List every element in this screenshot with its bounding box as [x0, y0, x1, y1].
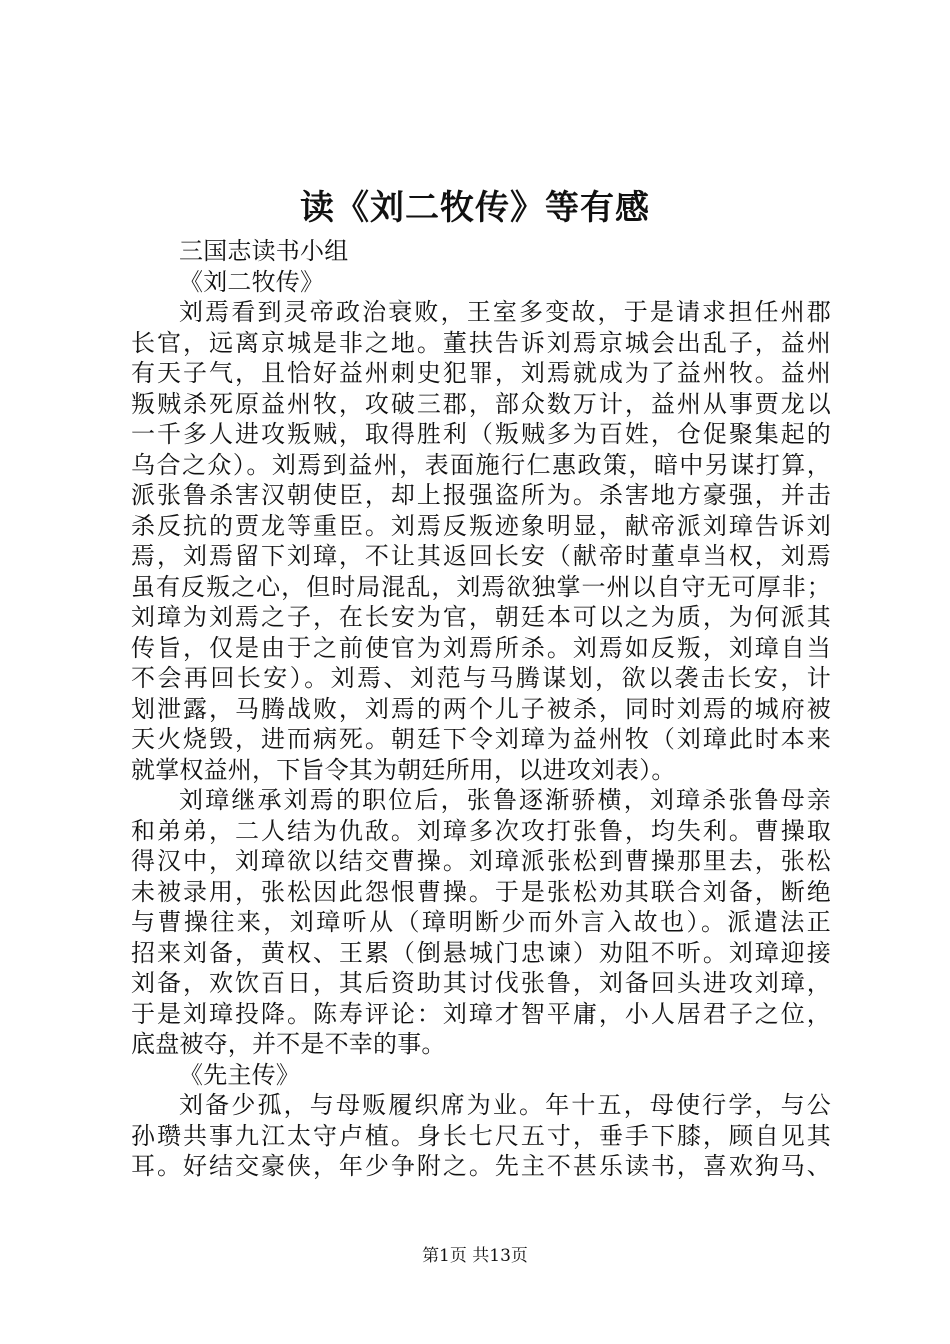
text-line: 刘焉看到灵帝政治衰败，王室多变故，于是请求担任州郡 [179, 298, 831, 326]
text-line: 就掌权益州，下旨令其为朝廷所用，以进攻刘表）。 [131, 755, 676, 784]
text-line: 派张鲁杀害汉朝使臣，却上报强盗所为。杀害地方豪强，并击 [131, 481, 831, 509]
text-line: 未被录用，张松因此怨恨曹操。于是张松劝其联合刘备，断绝 [131, 877, 831, 906]
text-line: 《刘二牧传》 [179, 267, 325, 296]
text-line: 天火烧毁，进而病死。朝廷下令刘璋为益州牧（刘璋此时本来 [131, 725, 831, 753]
text-line: 乌合之众）。刘焉到益州，表面施行仁惠政策，暗中另谋打算， [131, 450, 831, 479]
text-line: 耳。好结交豪侠，年少争附之。先主不甚乐读书，喜欢狗马、 [131, 1152, 831, 1180]
text-line: 底盘被夺，并不是不幸的事。 [131, 1030, 446, 1058]
text-line: 刘备，欢饮百日，其后资助其讨伐张鲁，刘备回头进攻刘璋， [131, 969, 831, 997]
document-title: 读《刘二牧传》等有感 [300, 188, 650, 228]
text-line: 长官，远离京城是非之地。董扶告诉刘焉京城会出乱子，益州 [131, 328, 831, 357]
text-line: 于是刘璋投降。陈寿评论：刘璋才智平庸，小人居君子之位， [131, 999, 831, 1028]
text-line: 得汉中，刘璋欲以结交曹操。刘璋派张松到曹操那里去，张松 [131, 847, 831, 875]
text-line: 一千多人进攻叛贼，取得胜利（叛贼多为百姓，仓促聚集起的 [131, 420, 831, 448]
text-line: 招来刘备，黄权、王累（倒悬城门忠谏）劝阻不听。刘璋迎接 [131, 938, 831, 967]
text-line: 孙瓒共事九江太守卢植。身长七尺五寸，垂手下膝，顾自见其 [131, 1121, 831, 1150]
text-line: 划泄露，马腾战败，刘焉的两个儿子被杀，同时刘焉的城府被 [131, 694, 831, 723]
text-line: 叛贼杀死原益州牧，攻破三郡，部众数万计，益州从事贾龙以 [131, 389, 831, 418]
text-line: 杀反抗的贾龙等重臣。刘焉反叛迹象明显，献帝派刘璋告诉刘 [131, 511, 831, 540]
text-line: 刘璋为刘焉之子，在长安为官，朝廷本可以之为质，为何派其 [131, 603, 831, 631]
text-line: 与曹操往来，刘璋听从（璋明断少而外言入故也）。派遣法正 [131, 908, 831, 936]
text-line: 刘璋继承刘焉的职位后，张鲁逐渐骄横，刘璋杀张鲁母亲 [179, 786, 831, 814]
text-line: 刘备少孤，与母贩履织席为业。年十五，母使行学，与公 [179, 1091, 831, 1119]
text-line: 有天子气，且恰好益州刺史犯罪，刘焉就成为了益州牧。益州 [131, 359, 831, 387]
page-footer: 第1页 共13页 [422, 1246, 528, 1266]
text-line: 三国志读书小组 [179, 237, 349, 265]
text-line: 传旨，仅是由于之前使官为刘焉所杀。刘焉如反叛，刘璋自当 [131, 633, 831, 662]
text-line: 《先主传》 [179, 1060, 300, 1089]
text-line: 和弟弟，二人结为仇敌。刘璋多次攻打张鲁，均失利。曹操取 [131, 816, 831, 845]
text-line: 不会再回长安）。刘焉、刘范与马腾谋划，欲以袭击长安，计 [131, 664, 831, 692]
text-line: 焉，刘焉留下刘璋，不让其返回长安（献帝时董卓当权，刘焉 [131, 542, 831, 570]
document-body [131, 236, 831, 1182]
text-line: 虽有反叛之心，但时局混乱，刘焉欲独掌一州以自守无可厚非； [131, 572, 831, 601]
